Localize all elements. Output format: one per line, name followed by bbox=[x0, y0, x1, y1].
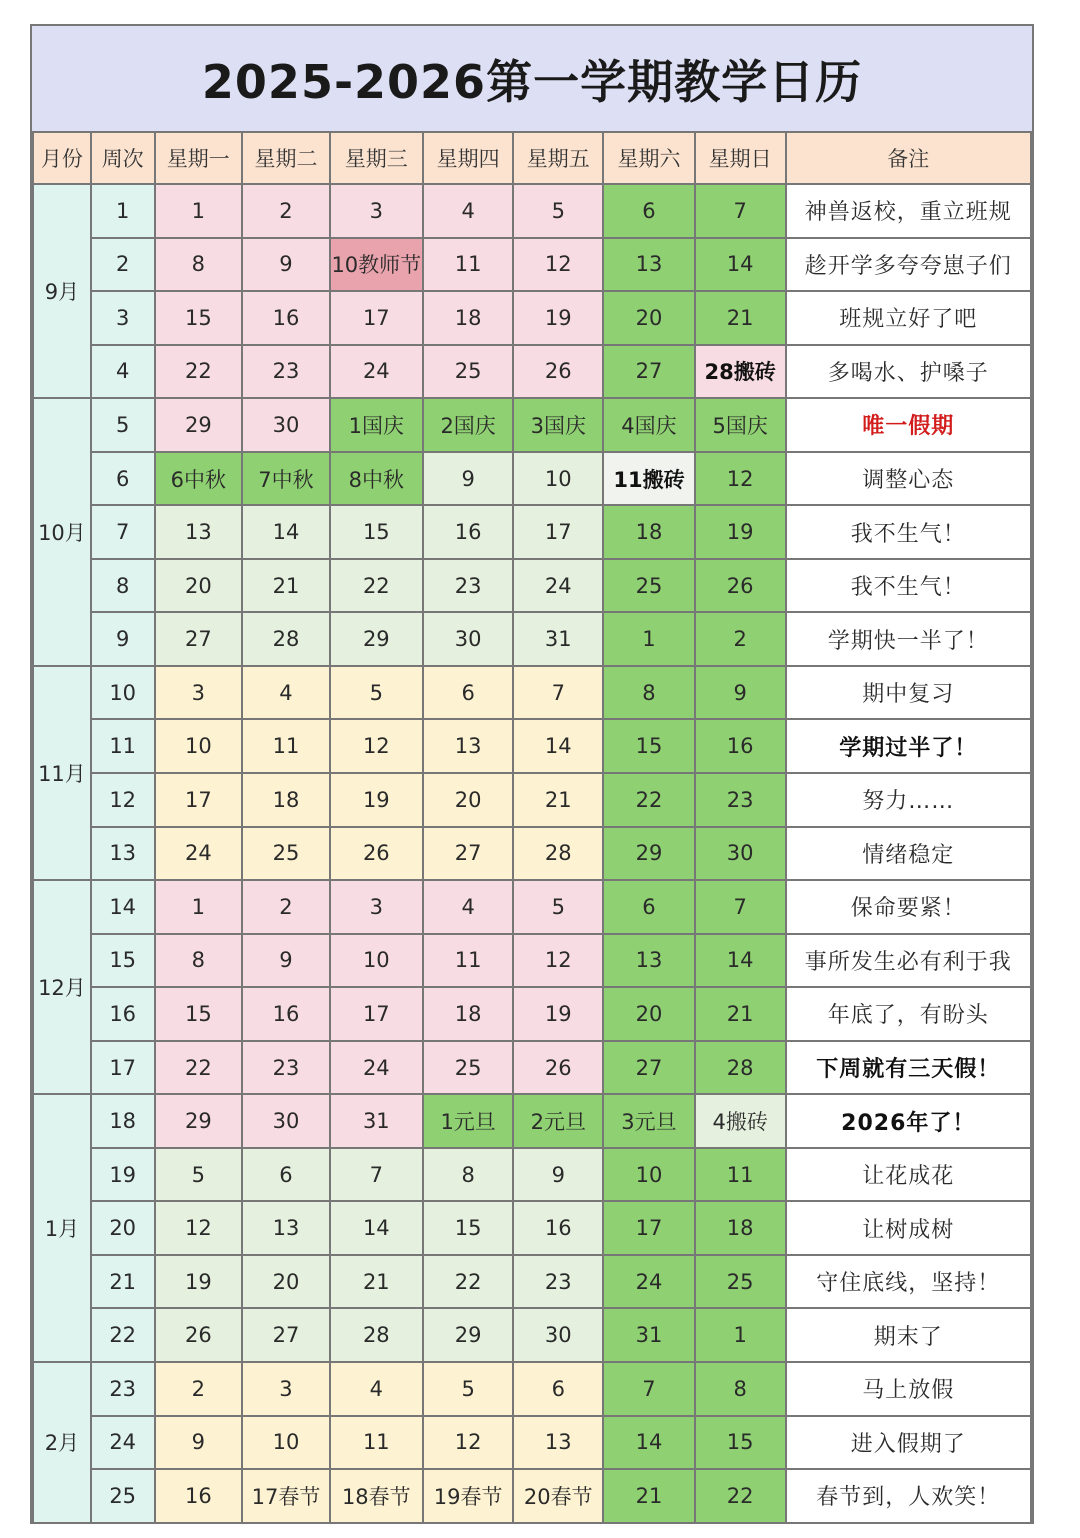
day-cell-thursday: 12 bbox=[423, 1416, 514, 1470]
day-cell-thursday: 16 bbox=[423, 505, 514, 559]
day-cell-friday: 19 bbox=[513, 987, 603, 1041]
day-cell-thursday: 22 bbox=[423, 1255, 514, 1309]
day-cell-wednesday: 8中秋 bbox=[330, 452, 423, 506]
day-cell-saturday: 25 bbox=[603, 559, 695, 613]
day-cell-friday: 31 bbox=[513, 612, 603, 666]
day-cell-wednesday: 3 bbox=[330, 184, 423, 238]
day-cell-friday: 10 bbox=[513, 452, 603, 506]
week-number: 4 bbox=[91, 345, 155, 399]
week-number: 1 bbox=[91, 184, 155, 238]
day-cell-wednesday: 12 bbox=[330, 719, 423, 773]
week-number: 20 bbox=[91, 1201, 155, 1255]
day-cell-tuesday: 10 bbox=[242, 1416, 330, 1470]
day-cell-saturday: 13 bbox=[603, 934, 695, 988]
day-cell-monday: 29 bbox=[155, 1094, 243, 1148]
day-cell-sunday: 19 bbox=[695, 505, 786, 559]
day-cell-monday: 3 bbox=[155, 666, 243, 720]
day-cell-wednesday: 5 bbox=[330, 666, 423, 720]
week-number: 16 bbox=[91, 987, 155, 1041]
day-cell-monday: 1 bbox=[155, 880, 243, 934]
week-number: 9 bbox=[91, 612, 155, 666]
day-cell-sunday: 9 bbox=[695, 666, 786, 720]
day-cell-wednesday: 19 bbox=[330, 773, 423, 827]
day-cell-thursday: 18 bbox=[423, 291, 514, 345]
day-cell-monday: 27 bbox=[155, 612, 243, 666]
day-cell-saturday: 15 bbox=[603, 719, 695, 773]
day-cell-tuesday: 16 bbox=[242, 291, 330, 345]
table-row bbox=[33, 1362, 1031, 1416]
day-cell-tuesday: 7中秋 bbox=[242, 452, 330, 506]
day-cell-thursday: 23 bbox=[423, 559, 514, 613]
day-cell-monday: 12 bbox=[155, 1201, 243, 1255]
day-cell-wednesday: 15 bbox=[330, 505, 423, 559]
day-cell-tuesday: 28 bbox=[242, 612, 330, 666]
day-cell-monday: 15 bbox=[155, 291, 243, 345]
day-cell-monday: 13 bbox=[155, 505, 243, 559]
header-month: 月份 bbox=[33, 132, 91, 184]
header-notes: 备注 bbox=[786, 132, 1031, 184]
day-cell-tuesday: 11 bbox=[242, 719, 330, 773]
day-cell-saturday: 31 bbox=[603, 1308, 695, 1362]
day-cell-friday: 3国庆 bbox=[513, 398, 603, 452]
week-number: 19 bbox=[91, 1148, 155, 1202]
day-cell-thursday: 29 bbox=[423, 1308, 514, 1362]
calendar-table bbox=[32, 131, 1032, 1524]
day-cell-monday: 29 bbox=[155, 398, 243, 452]
day-cell-monday: 17 bbox=[155, 773, 243, 827]
day-cell-thursday: 30 bbox=[423, 612, 514, 666]
day-cell-monday: 16 bbox=[155, 1469, 243, 1523]
header-tuesday: 星期二 bbox=[242, 132, 330, 184]
day-cell-wednesday: 28 bbox=[330, 1308, 423, 1362]
day-cell-tuesday: 9 bbox=[242, 238, 330, 292]
day-cell-saturday: 29 bbox=[603, 827, 695, 881]
day-cell-friday: 14 bbox=[513, 719, 603, 773]
day-cell-monday: 19 bbox=[155, 1255, 243, 1309]
week-number: 24 bbox=[91, 1416, 155, 1470]
day-cell-thursday: 25 bbox=[423, 345, 514, 399]
day-cell-thursday: 18 bbox=[423, 987, 514, 1041]
day-cell-friday: 16 bbox=[513, 1201, 603, 1255]
day-cell-wednesday: 21 bbox=[330, 1255, 423, 1309]
day-cell-saturday: 27 bbox=[603, 1041, 695, 1095]
day-cell-monday: 22 bbox=[155, 345, 243, 399]
day-cell-saturday: 13 bbox=[603, 238, 695, 292]
header-monday: 星期一 bbox=[155, 132, 243, 184]
week-number: 6 bbox=[91, 452, 155, 506]
day-cell-friday: 19 bbox=[513, 291, 603, 345]
day-cell-saturday: 27 bbox=[603, 345, 695, 399]
day-cell-thursday: 11 bbox=[423, 238, 514, 292]
table-row bbox=[33, 612, 1031, 666]
table-row bbox=[33, 1148, 1031, 1202]
day-cell-saturday: 6 bbox=[603, 184, 695, 238]
note-cell: 期末了 bbox=[786, 1308, 1031, 1362]
week-number: 14 bbox=[91, 880, 155, 934]
week-number: 8 bbox=[91, 559, 155, 613]
day-cell-sunday: 28 bbox=[695, 1041, 786, 1095]
day-cell-sunday: 14 bbox=[695, 238, 786, 292]
day-cell-thursday: 9 bbox=[423, 452, 514, 506]
day-cell-thursday: 6 bbox=[423, 666, 514, 720]
day-cell-saturday: 24 bbox=[603, 1255, 695, 1309]
day-cell-friday: 2元旦 bbox=[513, 1094, 603, 1148]
table-row bbox=[33, 291, 1031, 345]
note-cell: 期中复习 bbox=[786, 666, 1031, 720]
week-number: 2 bbox=[91, 238, 155, 292]
table-row bbox=[33, 719, 1031, 773]
month-label: 2月 bbox=[33, 1362, 91, 1523]
note-cell: 年底了，有盼头 bbox=[786, 987, 1031, 1041]
note-cell: 2026年了！ bbox=[786, 1094, 1031, 1148]
month-label: 10月 bbox=[33, 398, 91, 666]
note-cell: 学期快一半了！ bbox=[786, 612, 1031, 666]
header-wednesday: 星期三 bbox=[330, 132, 423, 184]
day-cell-wednesday: 24 bbox=[330, 345, 423, 399]
note-cell: 趁开学多夸夸崽子们 bbox=[786, 238, 1031, 292]
day-cell-wednesday: 10教师节 bbox=[330, 238, 423, 292]
day-cell-wednesday: 3 bbox=[330, 880, 423, 934]
week-number: 15 bbox=[91, 934, 155, 988]
day-cell-thursday: 2国庆 bbox=[423, 398, 514, 452]
week-number: 11 bbox=[91, 719, 155, 773]
day-cell-monday: 9 bbox=[155, 1416, 243, 1470]
note-cell: 情绪稳定 bbox=[786, 827, 1031, 881]
note-cell: 学期过半了！ bbox=[786, 719, 1031, 773]
day-cell-wednesday: 11 bbox=[330, 1416, 423, 1470]
note-cell: 我不生气！ bbox=[786, 505, 1031, 559]
table-row bbox=[33, 827, 1031, 881]
note-cell: 马上放假 bbox=[786, 1362, 1031, 1416]
day-cell-friday: 12 bbox=[513, 238, 603, 292]
day-cell-thursday: 1元旦 bbox=[423, 1094, 514, 1148]
day-cell-sunday: 7 bbox=[695, 880, 786, 934]
note-cell: 保命要紧！ bbox=[786, 880, 1031, 934]
day-cell-saturday: 6 bbox=[603, 880, 695, 934]
header-row bbox=[33, 132, 1031, 184]
day-cell-sunday: 11 bbox=[695, 1148, 786, 1202]
month-label: 11月 bbox=[33, 666, 91, 880]
day-cell-monday: 8 bbox=[155, 238, 243, 292]
day-cell-monday: 10 bbox=[155, 719, 243, 773]
day-cell-wednesday: 17 bbox=[330, 987, 423, 1041]
day-cell-thursday: 11 bbox=[423, 934, 514, 988]
day-cell-saturday: 11搬砖 bbox=[603, 452, 695, 506]
day-cell-friday: 23 bbox=[513, 1255, 603, 1309]
note-cell: 调整心态 bbox=[786, 452, 1031, 506]
day-cell-tuesday: 9 bbox=[242, 934, 330, 988]
table-row bbox=[33, 1255, 1031, 1309]
month-label: 12月 bbox=[33, 880, 91, 1094]
day-cell-sunday: 16 bbox=[695, 719, 786, 773]
day-cell-monday: 26 bbox=[155, 1308, 243, 1362]
day-cell-wednesday: 24 bbox=[330, 1041, 423, 1095]
table-row bbox=[33, 238, 1031, 292]
day-cell-monday: 22 bbox=[155, 1041, 243, 1095]
header-friday: 星期五 bbox=[513, 132, 603, 184]
day-cell-friday: 30 bbox=[513, 1308, 603, 1362]
day-cell-thursday: 4 bbox=[423, 184, 514, 238]
day-cell-tuesday: 4 bbox=[242, 666, 330, 720]
table-row bbox=[33, 666, 1031, 720]
day-cell-wednesday: 26 bbox=[330, 827, 423, 881]
day-cell-thursday: 20 bbox=[423, 773, 514, 827]
table-row bbox=[33, 1469, 1031, 1523]
note-cell: 守住底线，坚持！ bbox=[786, 1255, 1031, 1309]
calendar-sheet bbox=[30, 24, 1034, 1524]
note-cell: 下周就有三天假！ bbox=[786, 1041, 1031, 1095]
day-cell-sunday: 22 bbox=[695, 1469, 786, 1523]
day-cell-tuesday: 2 bbox=[242, 184, 330, 238]
day-cell-sunday: 15 bbox=[695, 1416, 786, 1470]
day-cell-saturday: 1 bbox=[603, 612, 695, 666]
day-cell-sunday: 5国庆 bbox=[695, 398, 786, 452]
day-cell-monday: 8 bbox=[155, 934, 243, 988]
week-number: 21 bbox=[91, 1255, 155, 1309]
table-row bbox=[33, 773, 1031, 827]
day-cell-monday: 2 bbox=[155, 1362, 243, 1416]
day-cell-friday: 5 bbox=[513, 880, 603, 934]
month-label: 1月 bbox=[33, 1094, 91, 1362]
day-cell-saturday: 4国庆 bbox=[603, 398, 695, 452]
note-cell: 让树成树 bbox=[786, 1201, 1031, 1255]
day-cell-saturday: 7 bbox=[603, 1362, 695, 1416]
note-cell: 努力…… bbox=[786, 773, 1031, 827]
day-cell-wednesday: 4 bbox=[330, 1362, 423, 1416]
day-cell-friday: 26 bbox=[513, 1041, 603, 1095]
day-cell-tuesday: 23 bbox=[242, 1041, 330, 1095]
day-cell-monday: 6中秋 bbox=[155, 452, 243, 506]
day-cell-sunday: 23 bbox=[695, 773, 786, 827]
day-cell-friday: 6 bbox=[513, 1362, 603, 1416]
week-number: 25 bbox=[91, 1469, 155, 1523]
table-row bbox=[33, 880, 1031, 934]
day-cell-friday: 7 bbox=[513, 666, 603, 720]
day-cell-friday: 13 bbox=[513, 1416, 603, 1470]
table-row bbox=[33, 452, 1031, 506]
day-cell-monday: 24 bbox=[155, 827, 243, 881]
day-cell-tuesday: 3 bbox=[242, 1362, 330, 1416]
day-cell-tuesday: 13 bbox=[242, 1201, 330, 1255]
table-row bbox=[33, 345, 1031, 399]
day-cell-saturday: 8 bbox=[603, 666, 695, 720]
week-number: 13 bbox=[91, 827, 155, 881]
table-row bbox=[33, 1416, 1031, 1470]
note-cell: 唯一假期 bbox=[786, 398, 1031, 452]
note-cell: 神兽返校，重立班规 bbox=[786, 184, 1031, 238]
header-week: 周次 bbox=[91, 132, 155, 184]
note-cell: 多喝水、护嗓子 bbox=[786, 345, 1031, 399]
note-cell: 进入假期了 bbox=[786, 1416, 1031, 1470]
table-row bbox=[33, 398, 1031, 452]
month-label: 9月 bbox=[33, 184, 91, 398]
day-cell-wednesday: 22 bbox=[330, 559, 423, 613]
day-cell-tuesday: 6 bbox=[242, 1148, 330, 1202]
week-number: 7 bbox=[91, 505, 155, 559]
day-cell-saturday: 20 bbox=[603, 987, 695, 1041]
week-number: 10 bbox=[91, 666, 155, 720]
day-cell-sunday: 21 bbox=[695, 291, 786, 345]
day-cell-thursday: 19春节 bbox=[423, 1469, 514, 1523]
page-title: 2025-2026第一学期教学日历 bbox=[32, 26, 1032, 133]
day-cell-tuesday: 30 bbox=[242, 398, 330, 452]
week-number: 22 bbox=[91, 1308, 155, 1362]
day-cell-thursday: 15 bbox=[423, 1201, 514, 1255]
day-cell-monday: 5 bbox=[155, 1148, 243, 1202]
day-cell-friday: 17 bbox=[513, 505, 603, 559]
day-cell-saturday: 3元旦 bbox=[603, 1094, 695, 1148]
calendar-body bbox=[33, 184, 1031, 1523]
day-cell-sunday: 12 bbox=[695, 452, 786, 506]
table-row bbox=[33, 1201, 1031, 1255]
day-cell-saturday: 14 bbox=[603, 1416, 695, 1470]
day-cell-wednesday: 31 bbox=[330, 1094, 423, 1148]
day-cell-friday: 9 bbox=[513, 1148, 603, 1202]
day-cell-tuesday: 30 bbox=[242, 1094, 330, 1148]
day-cell-tuesday: 23 bbox=[242, 345, 330, 399]
week-number: 3 bbox=[91, 291, 155, 345]
day-cell-saturday: 18 bbox=[603, 505, 695, 559]
header-sunday: 星期日 bbox=[695, 132, 786, 184]
day-cell-sunday: 25 bbox=[695, 1255, 786, 1309]
day-cell-wednesday: 7 bbox=[330, 1148, 423, 1202]
day-cell-friday: 21 bbox=[513, 773, 603, 827]
day-cell-saturday: 22 bbox=[603, 773, 695, 827]
day-cell-tuesday: 2 bbox=[242, 880, 330, 934]
week-number: 18 bbox=[91, 1094, 155, 1148]
day-cell-wednesday: 18春节 bbox=[330, 1469, 423, 1523]
note-cell: 事所发生必有利于我 bbox=[786, 934, 1031, 988]
day-cell-thursday: 4 bbox=[423, 880, 514, 934]
day-cell-friday: 26 bbox=[513, 345, 603, 399]
table-row bbox=[33, 184, 1031, 238]
table-row bbox=[33, 559, 1031, 613]
day-cell-sunday: 2 bbox=[695, 612, 786, 666]
day-cell-sunday: 26 bbox=[695, 559, 786, 613]
note-cell: 我不生气！ bbox=[786, 559, 1031, 613]
day-cell-friday: 24 bbox=[513, 559, 603, 613]
day-cell-sunday: 18 bbox=[695, 1201, 786, 1255]
day-cell-sunday: 14 bbox=[695, 934, 786, 988]
week-number: 5 bbox=[91, 398, 155, 452]
day-cell-thursday: 27 bbox=[423, 827, 514, 881]
day-cell-sunday: 7 bbox=[695, 184, 786, 238]
day-cell-sunday: 21 bbox=[695, 987, 786, 1041]
table-row bbox=[33, 934, 1031, 988]
day-cell-saturday: 17 bbox=[603, 1201, 695, 1255]
day-cell-sunday: 8 bbox=[695, 1362, 786, 1416]
day-cell-saturday: 20 bbox=[603, 291, 695, 345]
day-cell-tuesday: 27 bbox=[242, 1308, 330, 1362]
week-number: 23 bbox=[91, 1362, 155, 1416]
day-cell-thursday: 25 bbox=[423, 1041, 514, 1095]
day-cell-saturday: 10 bbox=[603, 1148, 695, 1202]
day-cell-saturday: 21 bbox=[603, 1469, 695, 1523]
week-number: 12 bbox=[91, 773, 155, 827]
week-number: 17 bbox=[91, 1041, 155, 1095]
table-row bbox=[33, 1041, 1031, 1095]
day-cell-tuesday: 14 bbox=[242, 505, 330, 559]
day-cell-wednesday: 17 bbox=[330, 291, 423, 345]
day-cell-wednesday: 14 bbox=[330, 1201, 423, 1255]
day-cell-sunday: 30 bbox=[695, 827, 786, 881]
day-cell-friday: 5 bbox=[513, 184, 603, 238]
table-row bbox=[33, 1094, 1031, 1148]
day-cell-friday: 20春节 bbox=[513, 1469, 603, 1523]
day-cell-sunday: 28搬砖 bbox=[695, 345, 786, 399]
table-row bbox=[33, 505, 1031, 559]
day-cell-thursday: 13 bbox=[423, 719, 514, 773]
table-row bbox=[33, 1308, 1031, 1362]
table-row bbox=[33, 987, 1031, 1041]
day-cell-tuesday: 17春节 bbox=[242, 1469, 330, 1523]
day-cell-tuesday: 18 bbox=[242, 773, 330, 827]
note-cell: 班规立好了吧 bbox=[786, 291, 1031, 345]
note-cell: 让花成花 bbox=[786, 1148, 1031, 1202]
day-cell-sunday: 1 bbox=[695, 1308, 786, 1362]
day-cell-friday: 12 bbox=[513, 934, 603, 988]
day-cell-thursday: 5 bbox=[423, 1362, 514, 1416]
header-thursday: 星期四 bbox=[423, 132, 514, 184]
day-cell-wednesday: 10 bbox=[330, 934, 423, 988]
day-cell-sunday: 4搬砖 bbox=[695, 1094, 786, 1148]
day-cell-monday: 15 bbox=[155, 987, 243, 1041]
note-cell: 春节到，人欢笑！ bbox=[786, 1469, 1031, 1523]
day-cell-tuesday: 21 bbox=[242, 559, 330, 613]
day-cell-tuesday: 25 bbox=[242, 827, 330, 881]
day-cell-tuesday: 16 bbox=[242, 987, 330, 1041]
header-saturday: 星期六 bbox=[603, 132, 695, 184]
day-cell-monday: 20 bbox=[155, 559, 243, 613]
day-cell-thursday: 8 bbox=[423, 1148, 514, 1202]
day-cell-tuesday: 20 bbox=[242, 1255, 330, 1309]
day-cell-wednesday: 29 bbox=[330, 612, 423, 666]
day-cell-friday: 28 bbox=[513, 827, 603, 881]
day-cell-wednesday: 1国庆 bbox=[330, 398, 423, 452]
day-cell-monday: 1 bbox=[155, 184, 243, 238]
